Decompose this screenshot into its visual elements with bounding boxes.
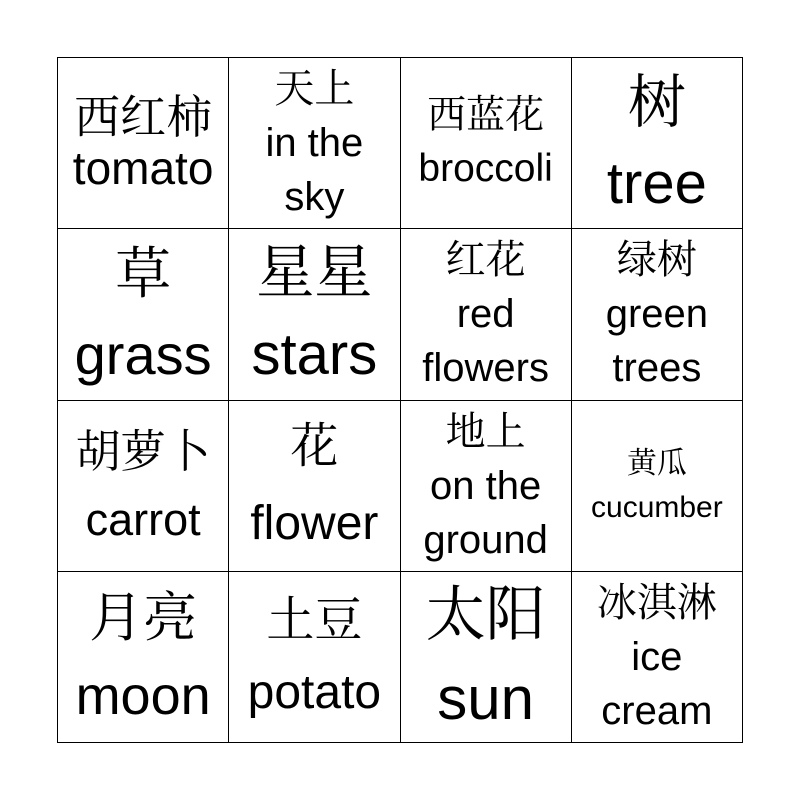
cell-chinese: 花	[290, 419, 339, 473]
cell-english: carrot	[85, 493, 201, 545]
bingo-cell[interactable]	[401, 572, 572, 743]
cell-chinese: 西红柿	[74, 90, 213, 143]
cell-english: ground	[423, 517, 548, 562]
bingo-cell[interactable]	[401, 229, 572, 400]
cell-chinese: 胡萝卜	[75, 426, 211, 478]
cell-chinese: 树	[627, 69, 686, 135]
cell-chinese: 地上	[445, 409, 526, 454]
bingo-cell[interactable]	[58, 229, 229, 400]
cell-english: cream	[601, 688, 713, 733]
cell-english: sky	[284, 175, 345, 220]
bingo-cell[interactable]	[229, 58, 400, 229]
bingo-cell[interactable]	[572, 572, 743, 743]
cell-english: potato	[247, 665, 382, 719]
cell-chinese: 星星	[256, 240, 373, 306]
cell-chinese: 冰淇淋	[596, 580, 717, 625]
bingo-cell[interactable]	[229, 401, 400, 572]
bingo-cell[interactable]	[58, 401, 229, 572]
cell-english: moon	[75, 665, 211, 726]
cell-english: flowers	[422, 346, 549, 391]
cell-english: green	[605, 292, 709, 337]
bingo-cell[interactable]	[401, 401, 572, 572]
cell-english: red	[456, 292, 515, 337]
cell-english: trees	[612, 346, 702, 391]
cell-chinese: 绿树	[616, 238, 697, 283]
bingo-cell[interactable]	[58, 58, 229, 229]
cell-english: in the	[265, 121, 364, 166]
cell-english: broccoli	[418, 147, 553, 191]
cell-chinese: 黄瓜	[626, 447, 687, 481]
cell-english: sun	[437, 664, 534, 732]
cell-chinese: 西蓝花	[427, 94, 545, 138]
bingo-cell[interactable]	[229, 572, 400, 743]
bingo-cell[interactable]	[229, 229, 400, 400]
cell-english: cucumber	[591, 490, 723, 524]
bingo-cell[interactable]	[58, 572, 229, 743]
cell-chinese: 太阳	[425, 580, 546, 648]
cell-english: stars	[251, 322, 378, 388]
cell-chinese: 月亮	[89, 587, 198, 648]
cell-english: flower	[250, 496, 379, 550]
cell-english: grass	[74, 323, 212, 387]
cell-chinese: 红花	[445, 238, 526, 283]
cell-chinese: 土豆	[266, 593, 363, 647]
cell-chinese: 天上	[274, 67, 355, 112]
cell-english: tree	[606, 151, 707, 217]
bingo-cell[interactable]	[572, 229, 743, 400]
bingo-cell[interactable]	[572, 401, 743, 572]
cell-english: on the	[430, 463, 542, 508]
bingo-board	[57, 57, 743, 743]
bingo-cell[interactable]	[401, 58, 572, 229]
cell-english: ice	[631, 634, 683, 679]
cell-chinese: 草	[115, 242, 172, 306]
bingo-cell[interactable]	[572, 58, 743, 229]
cell-english: tomato	[72, 142, 214, 195]
